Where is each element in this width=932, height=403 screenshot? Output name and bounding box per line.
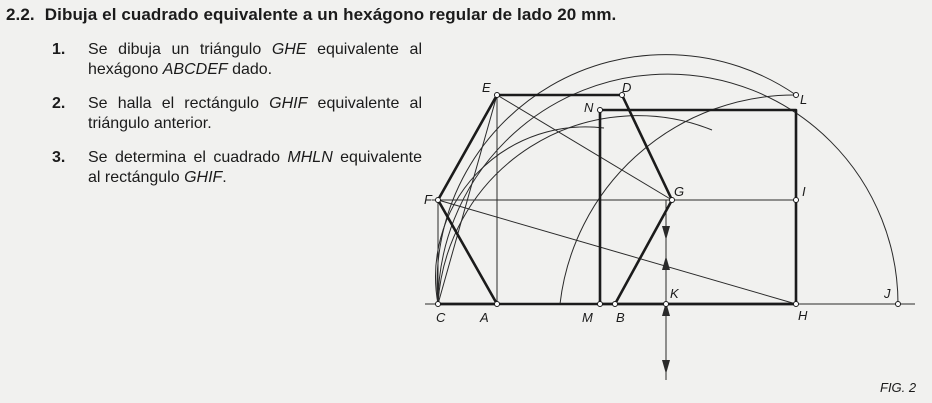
point-e	[495, 93, 500, 98]
label-h: H	[798, 308, 808, 323]
label-n: N	[584, 100, 594, 115]
step-number: 2.	[52, 95, 66, 112]
step-text: Se determina el cuadrado MHLN equivalente al rectángulo GHIF.	[88, 149, 422, 186]
label-j: J	[884, 286, 891, 301]
exercise-title: Dibuja el cuadrado equivalente a un hexágono regular de lado 20 mm.	[44, 5, 617, 24]
step-number: 1.	[52, 41, 66, 58]
diag-f-h	[438, 200, 796, 304]
figure-caption: FIG. 2	[880, 380, 917, 395]
label-f: F	[424, 192, 432, 207]
step-text: Se dibuja un triángulo GHE equivalente al hexágono ABCDEF dado.	[88, 41, 423, 78]
label-b: B	[616, 310, 625, 325]
label-i: I	[802, 184, 806, 199]
label-k: K	[670, 286, 679, 301]
label-e: E	[482, 80, 491, 95]
point-j	[896, 302, 901, 307]
label-c: C	[436, 310, 446, 325]
point-h	[794, 302, 799, 307]
step-text: Se halla el rectángulo GHIF equivalente al triángulo anterior.	[88, 95, 422, 132]
exercise-number: 2.2.	[6, 5, 35, 24]
point-m	[598, 302, 603, 307]
arrow-down-bottom	[662, 360, 670, 374]
arrow-down-top	[662, 226, 670, 240]
label-m: M	[582, 310, 593, 325]
label-d: D	[622, 80, 632, 95]
label-a: A	[480, 310, 489, 325]
step-number: 3.	[52, 149, 66, 166]
point-a	[495, 302, 500, 307]
arc-mid	[438, 116, 712, 304]
construction-lines	[425, 55, 915, 380]
arc-small	[436, 127, 604, 304]
point-c	[436, 302, 441, 307]
point-k	[664, 302, 669, 307]
point-i	[794, 198, 799, 203]
point-b	[613, 302, 618, 307]
arrow-up-top	[662, 256, 670, 270]
label-l: L	[800, 92, 808, 107]
point-l	[794, 93, 799, 98]
label-g: G	[674, 184, 685, 199]
square-mhln	[600, 110, 796, 304]
arc-right	[560, 95, 796, 304]
point-f	[436, 198, 441, 203]
point-n	[598, 108, 603, 113]
